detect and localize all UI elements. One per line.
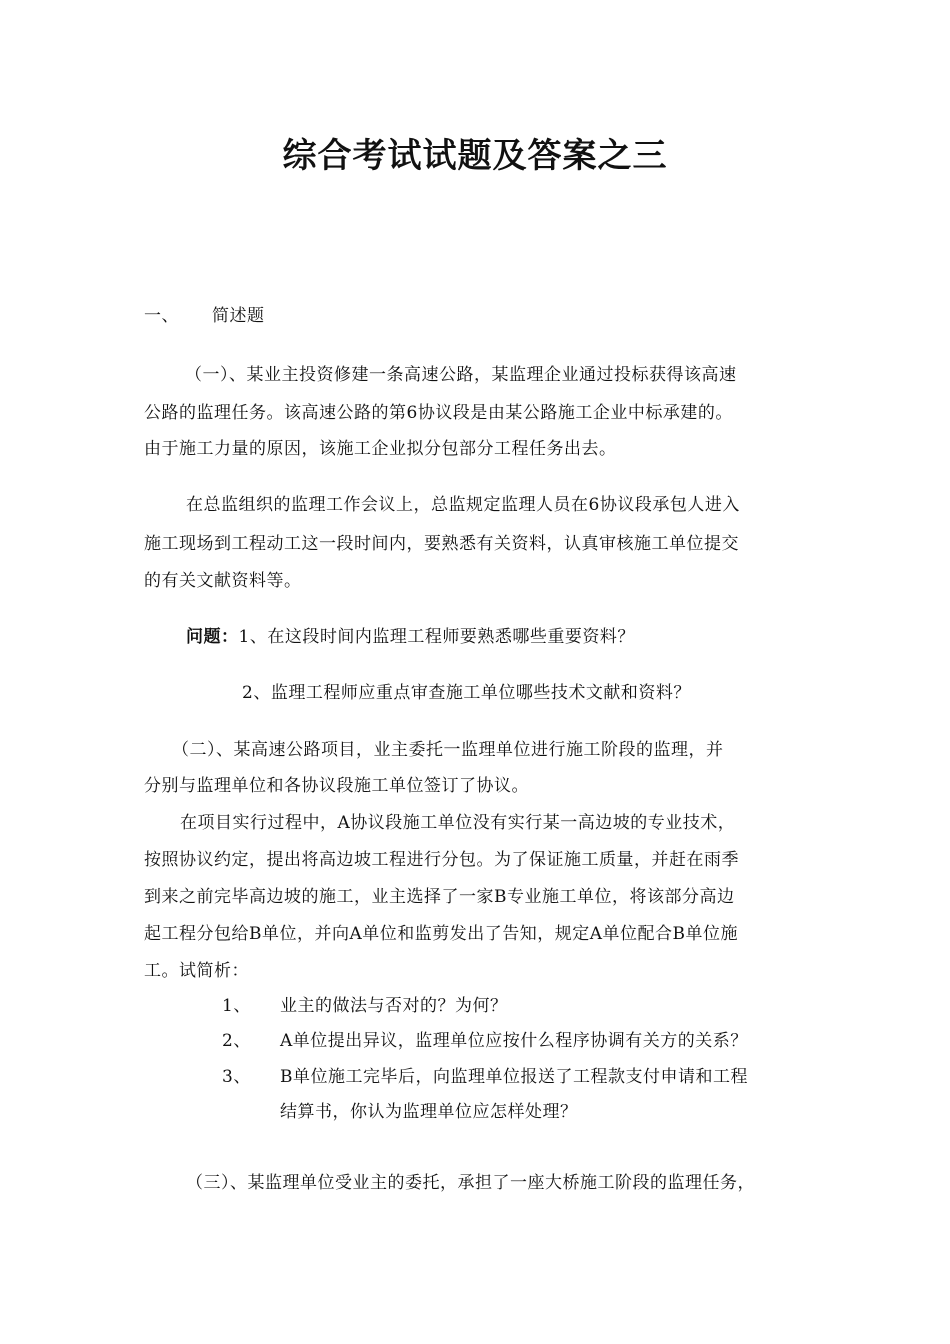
q2-p2-line3: 到来之前完毕高边坡的施工，业主选择了一家B专业施工单位，将该部分高边 bbox=[144, 887, 735, 907]
q1-p2-line2: 施工现场到工程动工这一段时间内，要熟悉有关资料，认真审核施工单位提交 bbox=[144, 534, 739, 554]
section-heading: 简述题 bbox=[212, 306, 265, 326]
q2-p2-line4: 起工程分包给B单位，并向A单位和监剪发出了告知，规定A单位配合B单位施 bbox=[144, 924, 739, 944]
q1-p2-line1: 在总监组织的监理工作会议上，总监规定监理人员在6协议段承包人进入 bbox=[186, 495, 740, 515]
q2-p2-line1: 在项目实行过程中，A协议段施工单位没有实行某一高边坡的专业技术， bbox=[180, 813, 736, 833]
q1-p2-line3: 的有关文献资料等。 bbox=[144, 571, 302, 591]
q1-p1-line1: （一）、某业主投资修建一条高速公路，某监理企业通过投标获得该高速 bbox=[185, 365, 737, 385]
q3-p1-line1: （三）、某监理单位受业主的委托，承担了一座大桥施工阶段的监理任务， bbox=[186, 1173, 755, 1193]
document-title: 综合考试试题及答案之三 bbox=[282, 136, 668, 176]
q2-p1-line2: 分别与监理单位和各协议段施工单位签订了协议。 bbox=[144, 776, 529, 796]
question-label: 问题： bbox=[186, 627, 239, 647]
q1-p1-line2: 公路的监理任务。该高速公路的第6协议段是由某公路施工企业中标承建的。 bbox=[144, 403, 733, 423]
q2-item-2-text: A单位提出异议，监理单位应按什么程序协调有关方的关系？ bbox=[280, 1031, 748, 1051]
q1-question-2: 2、监理工程师应重点审查施工单位哪些技术文献和资料？ bbox=[242, 683, 691, 703]
q1-question-1: 1、在这段时间内监理工程师要熟悉哪些重要资料？ bbox=[238, 627, 635, 647]
q1-question-1-row bbox=[186, 626, 635, 648]
q2-item-1-number: 1、 bbox=[222, 996, 251, 1016]
q2-item-3-text: B单位施工完毕后，向监理单位报送了工程款支付申请和工程 bbox=[280, 1067, 748, 1087]
q2-item-3-number: 3、 bbox=[222, 1067, 251, 1087]
q2-item-3-continuation: 结算书，你认为监理单位应怎样处理？ bbox=[280, 1102, 578, 1122]
q2-item-1-text: 业主的做法与否对的？为何？ bbox=[280, 996, 508, 1016]
q2-p1-line1: （二）、某高速公路项目，业主委托一监理单位进行施工阶段的监理，并 bbox=[172, 740, 724, 760]
q1-p1-line3: 由于施工力量的原因，该施工企业拟分包部分工程任务出去。 bbox=[144, 439, 617, 459]
section-number: 一、 bbox=[144, 306, 179, 326]
q2-p2-line2: 按照协议约定，提出将高边坡工程进行分包。为了保证施工质量，并赶在雨季 bbox=[144, 850, 739, 870]
q2-p2-line5: 工。试简析： bbox=[144, 961, 249, 981]
q2-item-2-number: 2、 bbox=[222, 1031, 251, 1051]
